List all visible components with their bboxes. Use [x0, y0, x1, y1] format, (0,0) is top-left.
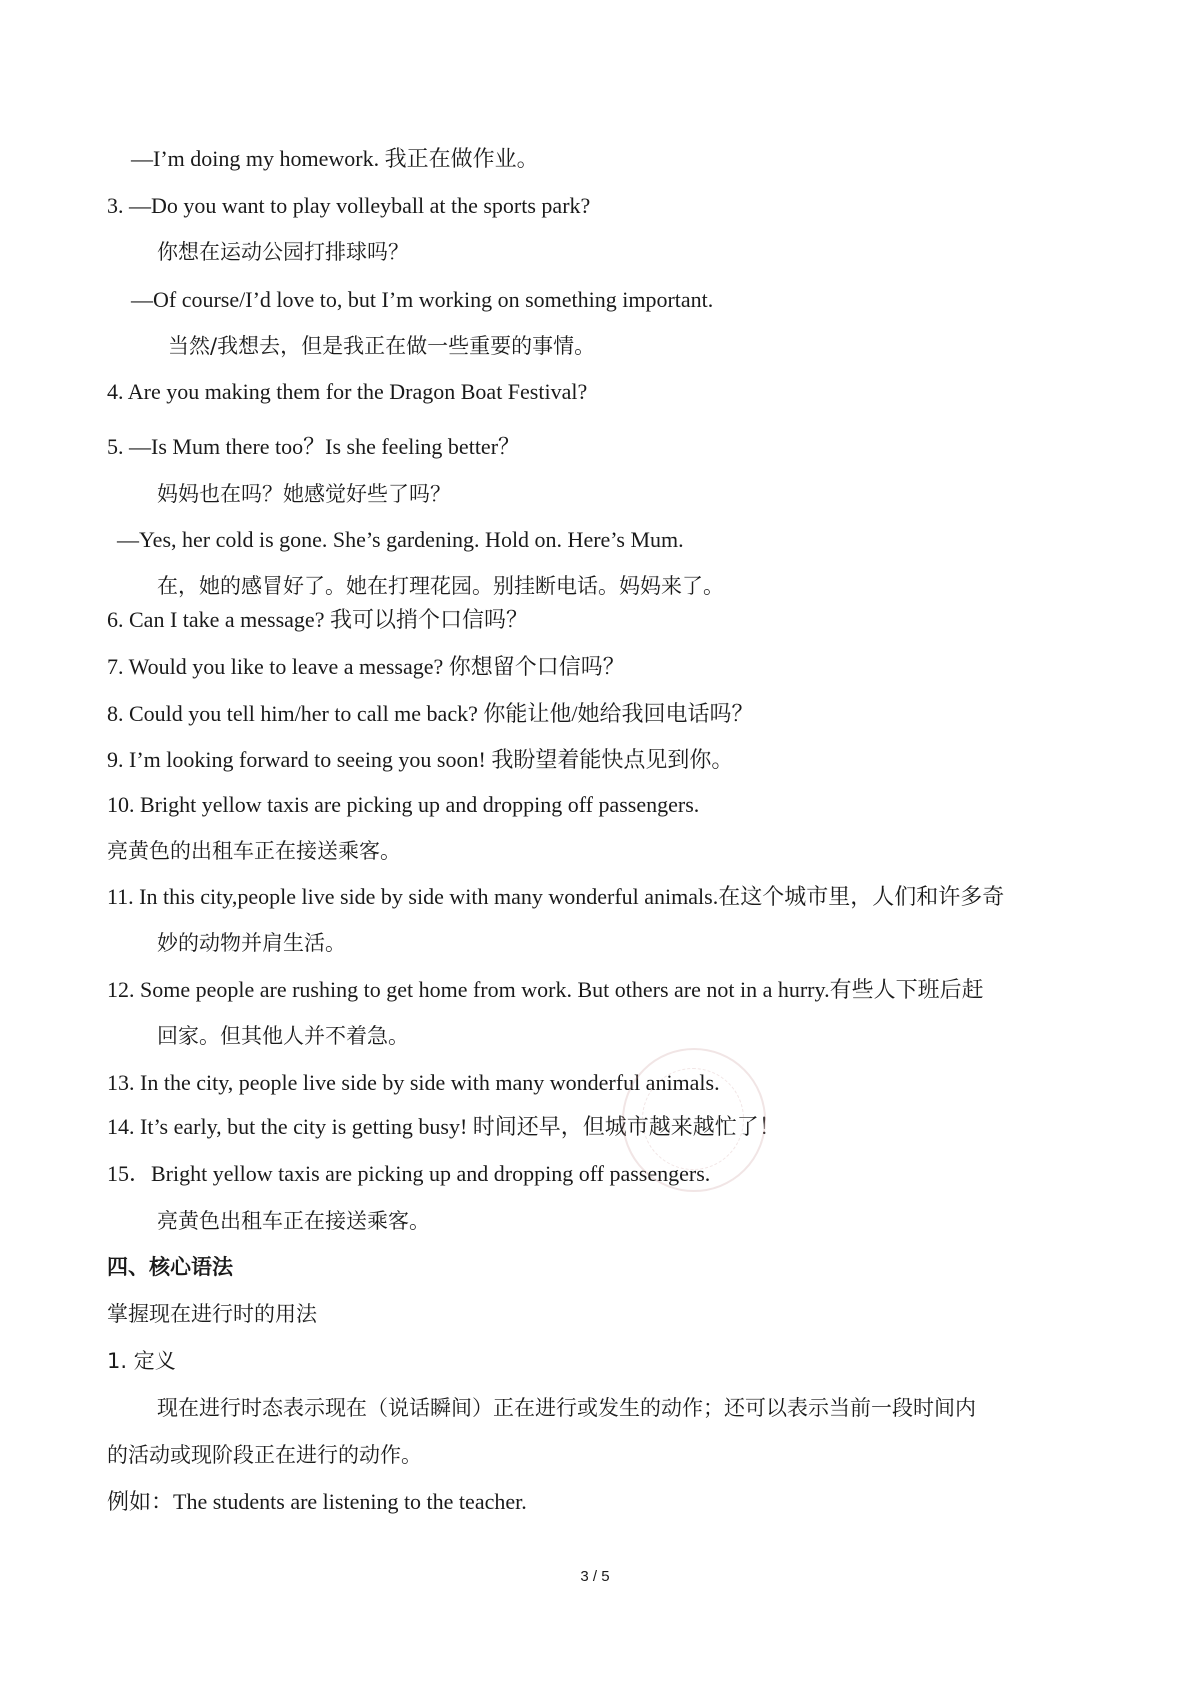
text-line: —Yes, her cold is gone. She’s gardening. Hold on. Here’s Mum.: [117, 527, 684, 552]
page-number: 3 / 5: [580, 1568, 610, 1585]
text-line: 4. Are you making them for the Dragon Boat Festival?: [107, 379, 588, 404]
text-line: 现在进行时态表示现在（说话瞬间）正在进行或发生的动作；还可以表示当前一段时间内: [157, 1396, 976, 1420]
text-line: 亮黄色的出租车正在接送乘客。: [107, 839, 401, 863]
text-line: 的活动或现阶段正在进行的动作。: [107, 1443, 422, 1467]
text-line: 8. Could you tell him/her to call me back? 你能让他/她给我回电话吗？: [107, 701, 754, 726]
text-line: 12. Some people are rushing to get home from work. But others are not in a hurry.有些人下班后赶: [107, 977, 984, 1002]
text-line: 11. In this city,people live side by side with many wonderful animals.在这个城市里，人们和许多奇: [107, 884, 1005, 909]
text-line: 例如：The students are listening to the teacher.: [107, 1489, 527, 1514]
text-line: 15．Bright yellow taxis are picking up and dropping off passengers.: [107, 1161, 711, 1186]
text-line: 你想在运动公园打排球吗？: [157, 240, 409, 264]
text-line: 5. —Is Mum there too？Is she feeling better？: [107, 434, 521, 459]
text-line: 6. Can I take a message? 我可以捎个口信吗？: [107, 607, 528, 632]
text-line: 当然/我想去，但是我正在做一些重要的事情。: [168, 334, 596, 358]
text-line: 妈妈也在吗？她感觉好些了吗？: [157, 482, 451, 506]
text-line: 14. It’s early, but the city is getting busy! 时间还早，但城市越来越忙了！: [107, 1114, 781, 1139]
text-line: 7. Would you like to leave a message? 你想留个口信吗？: [107, 654, 625, 679]
text-line: —Of course/I’d love to, but I’m working on something important.: [131, 287, 714, 312]
text-line: 在，她的感冒好了。她在打理花园。别挂断电话。妈妈来了。: [157, 574, 724, 598]
text-line: 1. 定义: [107, 1349, 176, 1373]
text-line: 掌握现在进行时的用法: [107, 1302, 317, 1326]
text-line: 13. In the city, people live side by side with many wonderful animals.: [107, 1070, 720, 1095]
text-line: 10. Bright yellow taxis are picking up and dropping off passengers.: [107, 792, 700, 817]
text-line: 回家。但其他人并不着急。: [157, 1024, 409, 1048]
watermark-stamp: [622, 1048, 766, 1192]
text-line: 亮黄色出租车正在接送乘客。: [157, 1209, 430, 1233]
text-line: —I’m doing my homework. 我正在做作业。: [131, 146, 539, 171]
text-line: 3. —Do you want to play volleyball at the sports park?: [107, 193, 591, 218]
text-line: 四、核心语法: [107, 1255, 233, 1279]
text-line: 妙的动物并肩生活。: [157, 931, 346, 955]
text-line: 9. I’m looking forward to seeing you soon! 我盼望着能快点见到你。: [107, 747, 734, 772]
